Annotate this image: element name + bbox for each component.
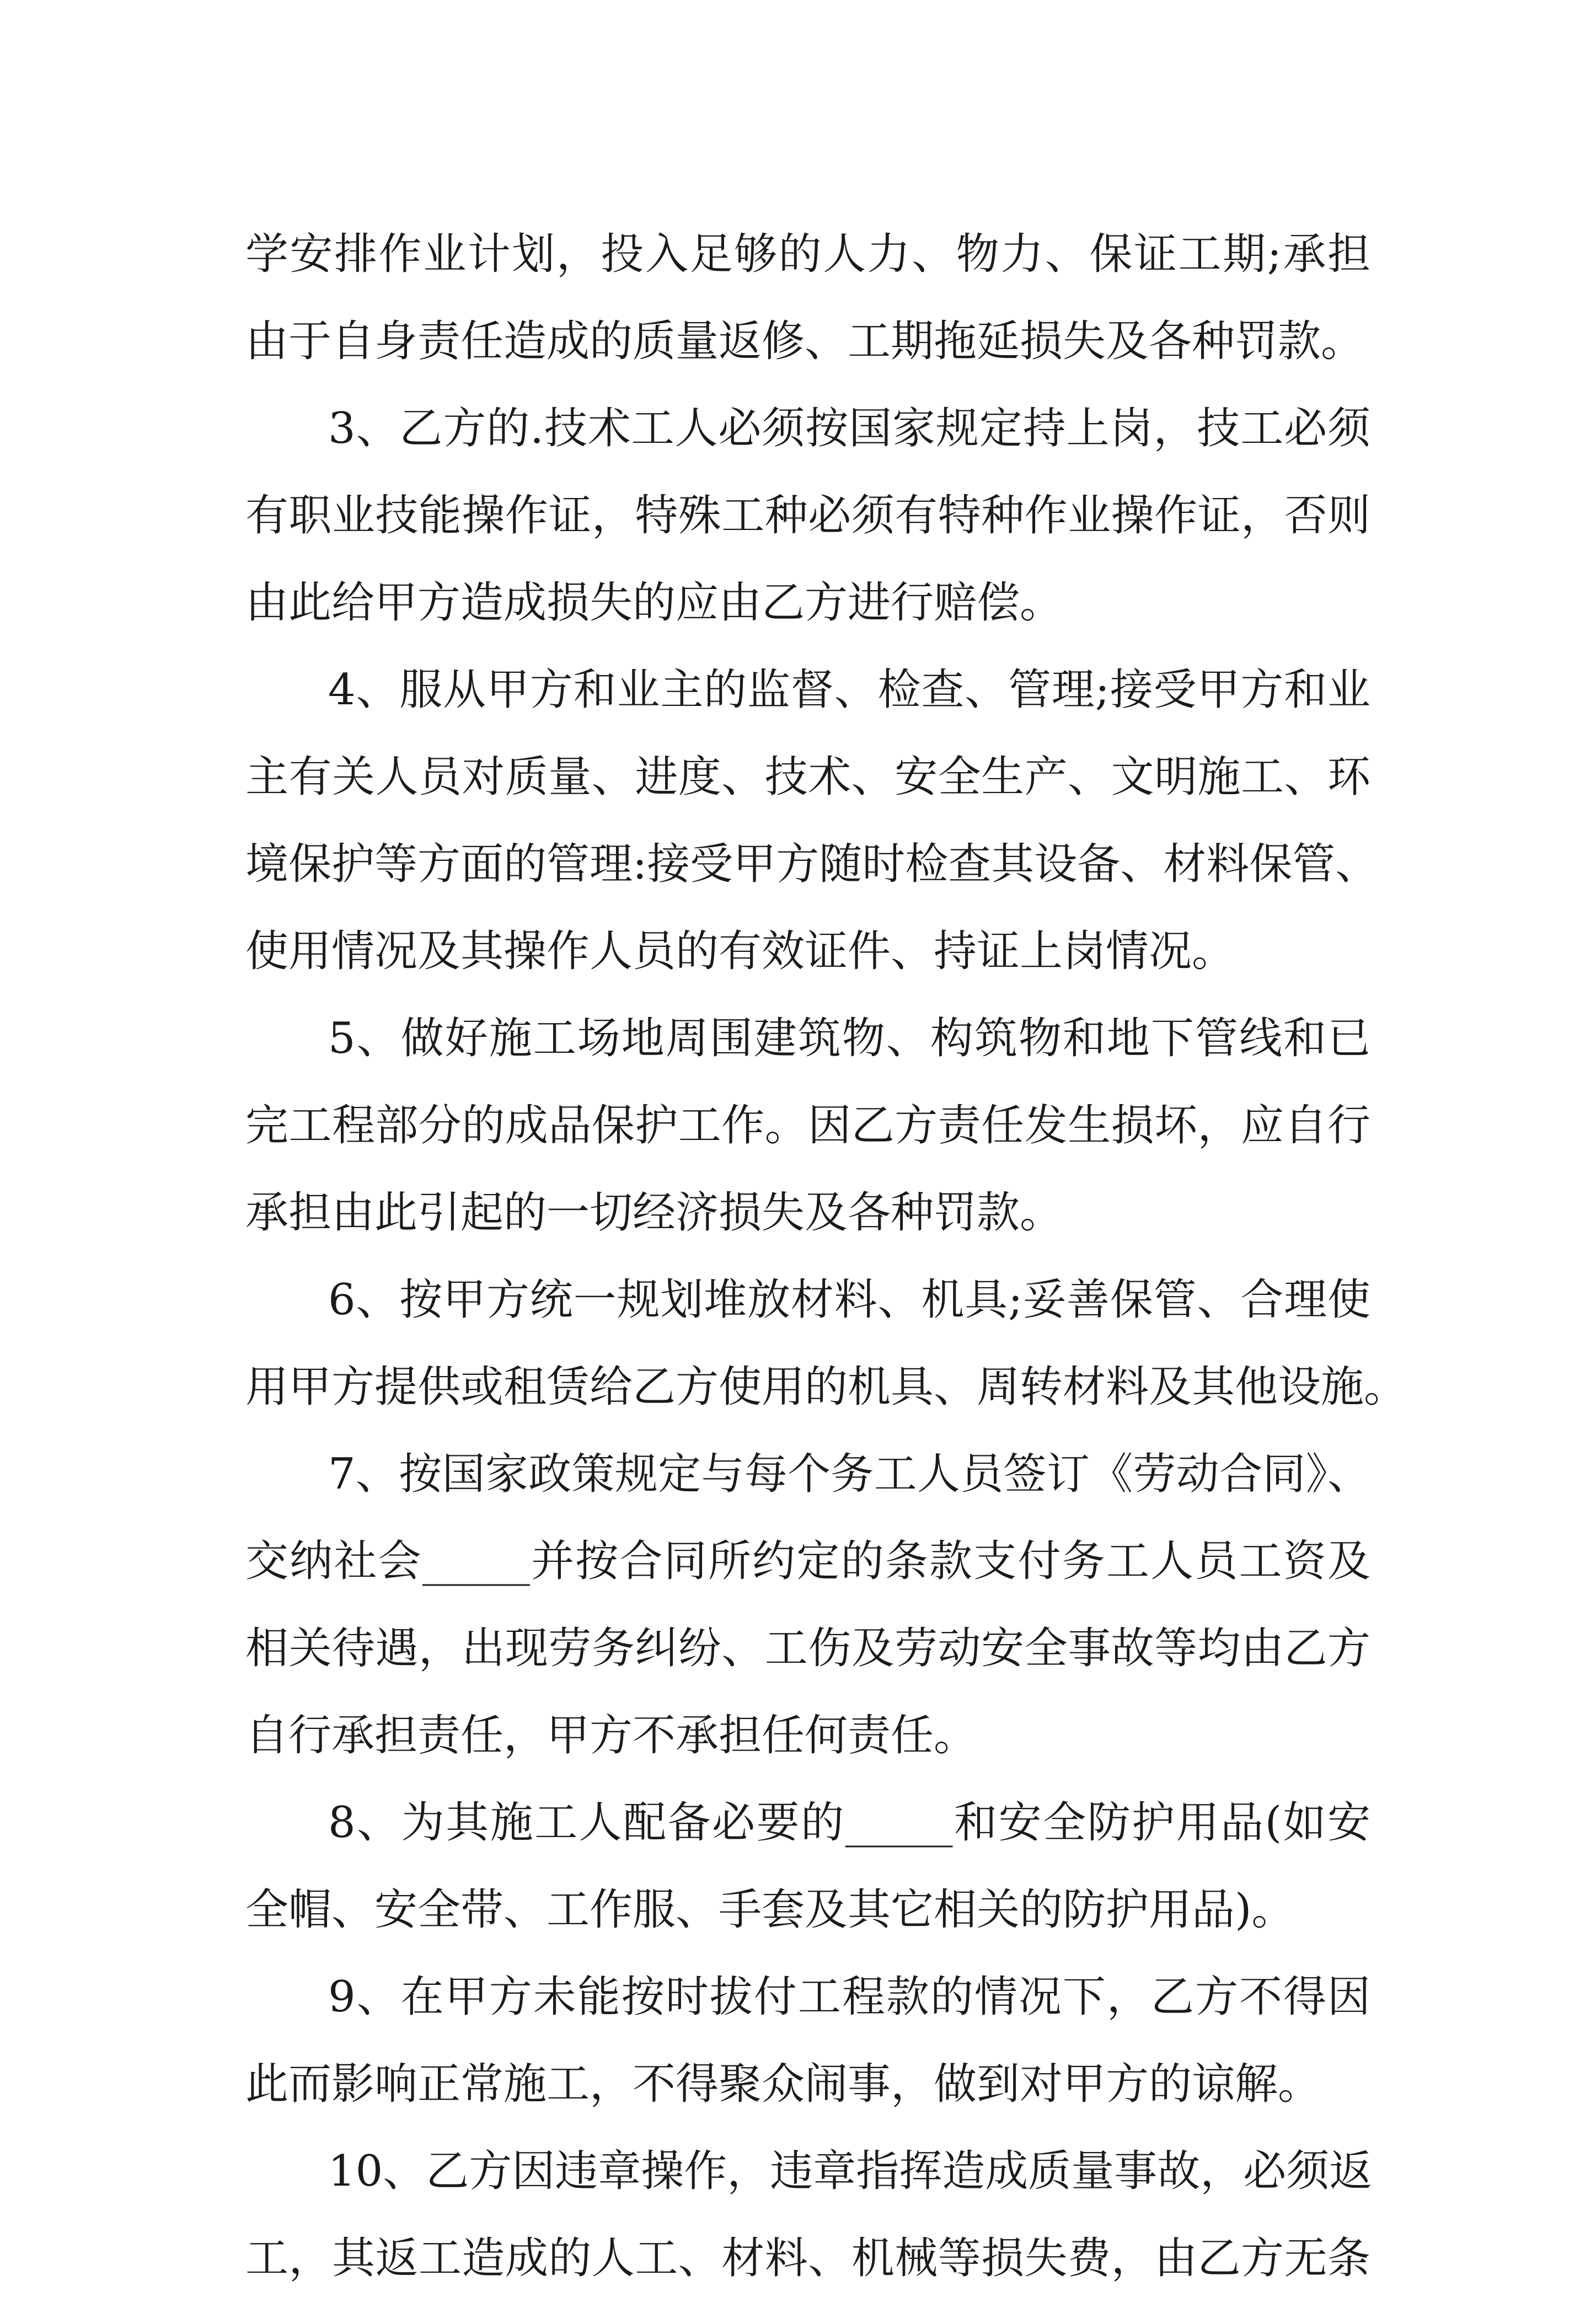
text-line: 由此给甲方造成损失的应由乙方进行赔偿。 — [245, 578, 1063, 628]
text-line: 全帽、安全带、工作服、手套及其它相关的防护用品)。 — [245, 1885, 1295, 1935]
text-line: 3、乙方的.技术工人必须按国家规定持上岗，技工必须 — [328, 404, 1370, 453]
text-line: 4、服从甲方和业主的监督、检查、管理;接受甲方和业 — [328, 665, 1370, 715]
paragraph-clause-3 — [245, 385, 1370, 646]
paragraph-clause-9 — [245, 1953, 1370, 2128]
paragraph-clause-4 — [245, 646, 1379, 995]
text-line: 境保护等方面的管理:接受甲方随时检查其设备、材料保管、 — [245, 839, 1379, 889]
text-line: 相关待遇，出现劳务纠纷、工伤及劳动安全事故等均由乙方 — [245, 1624, 1370, 1673]
text-line: 自行承担责任，甲方不承担任何责任。 — [245, 1711, 977, 1760]
text-line: 有职业技能操作证，特殊工种必须有特种作业操作证，否则 — [245, 491, 1370, 540]
text-line: 承担由此引起的一切经济损失及各种罚款。 — [245, 1188, 1063, 1238]
text-line: 完工程部分的成品保护工作。因乙方责任发生损坏，应自行 — [245, 1101, 1370, 1150]
document-body — [245, 211, 1407, 2302]
text-line: 6、按甲方统一规划堆放材料、机具;妥善保管、合理使 — [328, 1275, 1370, 1325]
paragraph-clause-5 — [245, 995, 1370, 1256]
paragraph-clause-10 — [245, 2128, 1373, 2302]
paragraph-clause-7 — [245, 1431, 1370, 1779]
text-line: 学安排作业计划，投入足够的人力、物力、保证工期;承担 — [245, 229, 1370, 279]
text-line: 用甲方提供或租赁给乙方使用的机具、周转材料及其他设施。 — [245, 1362, 1407, 1412]
paragraph-clause-8 — [245, 1779, 1370, 1953]
text-line: 此而影响正常施工，不得聚众闹事，做到对甲方的谅解。 — [245, 2059, 1321, 2109]
paragraph-clause-6 — [245, 1256, 1407, 1431]
text-line: 9、在甲方未能按时拔付工程款的情况下，乙方不得因 — [328, 1972, 1370, 2022]
paragraph-continued — [245, 211, 1370, 385]
text-line: 10、乙方因违章操作，违章指挥造成质量事故，必须返 — [328, 2146, 1373, 2196]
text-line: 8、为其施工人配备必要的_____和安全防护用品(如安 — [328, 1798, 1370, 1848]
text-line: 由于自身责任造成的质量返修、工期拖延损失及各种罚款。 — [245, 317, 1364, 366]
text-line: 7、按国家政策规定与每个务工人员签订《劳动合同》、 — [328, 1449, 1370, 1499]
text-line: 交纳社会_____并按合同所约定的条款支付务工人员工资及 — [245, 1537, 1370, 1586]
text-line: 工，其返工造成的人工、材料、机械等损失费，由乙方无条 — [245, 2234, 1370, 2283]
text-line: 5、做好施工场地周围建筑物、构筑物和地下管线和已 — [328, 1014, 1370, 1063]
text-line: 使用情况及其操作人员的有效证件、持证上岗情况。 — [245, 927, 1235, 976]
text-line: 主有关人员对质量、进度、技术、安全生产、文明施工、环 — [245, 752, 1370, 802]
